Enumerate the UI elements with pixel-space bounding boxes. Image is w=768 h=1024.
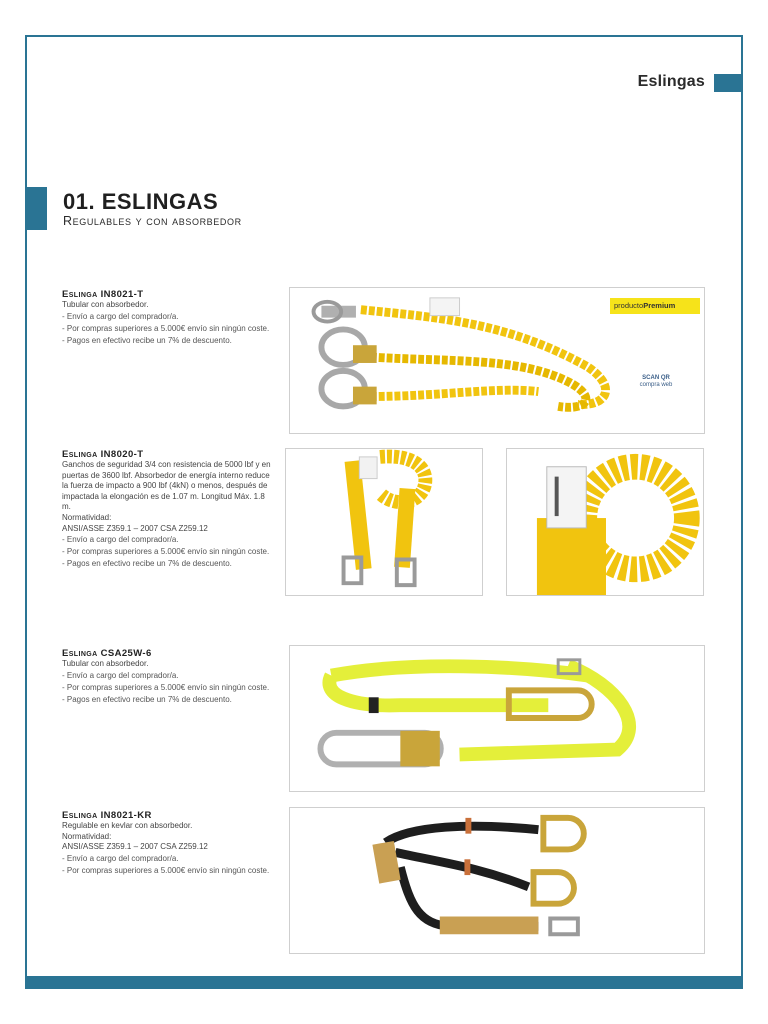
bullet-cash-discount: - Pagos en efectivo recibe un 7% de descuento. xyxy=(62,559,272,570)
product-bullets xyxy=(62,854,272,877)
bullet-free-shipping: - Por compras superiores a 5.000€ envío sin ningún coste. xyxy=(62,324,272,335)
bullet-shipping: - Envío a cargo del comprador/a. xyxy=(62,535,272,546)
lanyard-illustration xyxy=(290,646,704,791)
section-accent-bar xyxy=(25,187,47,230)
bullet-shipping: - Envío a cargo del comprador/a. xyxy=(62,312,272,323)
product-in8020-t xyxy=(62,449,272,571)
bullet-shipping: - Envío a cargo del comprador/a. xyxy=(62,671,272,682)
product-name: Eslinga CSA25W-6 xyxy=(62,648,152,659)
product-bullets xyxy=(62,671,272,706)
category-tab xyxy=(714,74,742,92)
product-image-in8020-t-detail xyxy=(506,448,704,596)
bullet-free-shipping: - Por compras superiores a 5.000€ envío sin ningún coste. xyxy=(62,683,272,694)
section-title: 01. ESLINGAS xyxy=(63,189,219,214)
category-title: Eslingas xyxy=(637,73,705,90)
product-description: Regulable en kevlar con absorbedor. Normatividad: ANSI/ASSE Z359.1 – 2007 CSA Z259.12 xyxy=(62,821,208,852)
bullet-cash-discount: - Pagos en efectivo recibe un 7% de descuento. xyxy=(62,695,272,706)
product-image-in8021-kr xyxy=(289,807,705,954)
product-name: Eslinga IN8021-T xyxy=(62,289,144,300)
lanyard-detail-illustration xyxy=(507,449,703,595)
lanyard-illustration xyxy=(290,808,704,953)
product-csa25w-6 xyxy=(62,648,272,707)
bullet-free-shipping: - Por compras superiores a 5.000€ envío sin ningún coste. xyxy=(62,866,272,877)
bullet-free-shipping: - Por compras superiores a 5.000€ envío sin ningún coste. xyxy=(62,547,272,558)
lanyard-illustration xyxy=(286,449,482,595)
footer-bar xyxy=(25,976,743,989)
product-in8021-t xyxy=(62,289,272,348)
product-bullets xyxy=(62,535,272,570)
product-image-csa25w-6 xyxy=(289,645,705,792)
product-name: Eslinga IN8021-KR xyxy=(62,810,152,821)
qr-label: SCAN QR compra web xyxy=(639,375,673,388)
section-subtitle: Regulables y con absorbedor xyxy=(63,214,242,228)
product-description: Ganchos de seguridad 3/4 con resistencia de 5000 lbf y en puertas de 3600 lbf. Absorbedor de energía interno reduce la fuerza de impacto a 900 lbf (4kN) o menos, después de impactada la elongación es de 1.07 m. Longitud Máx. 1.8 m. Normatividad: ANSI/ASSE Z359.1 – 2007 CSA Z259.12 xyxy=(62,460,271,533)
monitor-cursor-icon xyxy=(649,396,705,434)
product-in8021-kr xyxy=(62,810,272,878)
product-bullets xyxy=(62,312,272,347)
product-image-in8021-t xyxy=(289,287,705,434)
product-image-in8020-t-full xyxy=(285,448,483,596)
product-description: Tubular con absorbedor. xyxy=(62,300,149,309)
bullet-shipping: - Envío a cargo del comprador/a. xyxy=(62,854,272,865)
product-description: Tubular con absorbedor. xyxy=(62,659,149,668)
premium-badge: productoPremium xyxy=(610,298,700,314)
bullet-cash-discount: - Pagos en efectivo recibe un 7% de descuento. xyxy=(62,336,272,347)
product-name: Eslinga IN8020-T xyxy=(62,449,144,460)
